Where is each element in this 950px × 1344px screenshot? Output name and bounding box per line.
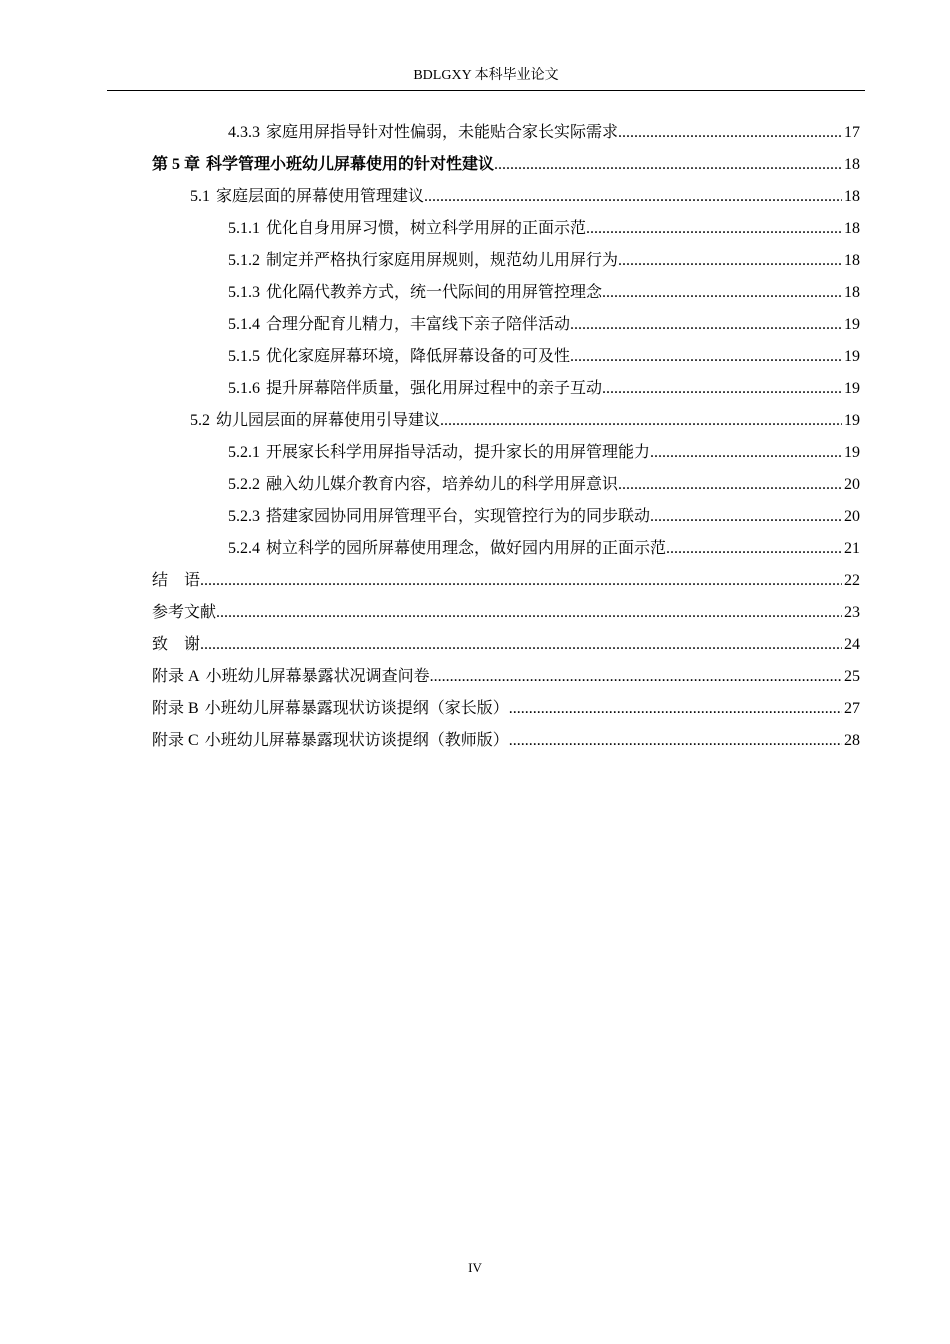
toc-entry[interactable] — [152, 596, 860, 624]
toc-entry[interactable] — [228, 308, 860, 336]
toc-entry-text — [228, 346, 570, 368]
toc-entry-text — [152, 730, 509, 752]
toc-entry-number: 5.2.1 — [228, 444, 260, 461]
toc-entry-number: 5.1.1 — [228, 220, 260, 237]
toc-entry-page: 22 — [844, 572, 860, 589]
toc-dot-leader — [650, 506, 842, 528]
toc-entry[interactable] — [190, 180, 860, 208]
toc-dot-leader — [602, 378, 842, 400]
toc-dot-leader — [570, 346, 842, 368]
toc-entry[interactable] — [152, 148, 860, 176]
toc-entry[interactable] — [190, 404, 860, 432]
running-header: BDLGXY 本科毕业论文 — [413, 68, 559, 83]
toc-dot-leader — [509, 730, 842, 752]
toc-entry-text — [152, 154, 494, 176]
toc-entry[interactable] — [152, 724, 860, 752]
toc-entry-text — [228, 538, 666, 560]
toc-entry[interactable] — [228, 244, 860, 272]
toc-entry-text — [152, 698, 509, 720]
toc-dot-leader — [602, 282, 842, 304]
toc-entry-number: 附录 C — [152, 732, 199, 749]
toc-entry-text — [152, 666, 430, 688]
toc-entry-text — [152, 570, 200, 592]
toc-entry-number: 5.1.3 — [228, 284, 260, 301]
toc-entry-number: 第 5 章 — [152, 156, 201, 173]
toc-entry-page: 18 — [844, 156, 860, 173]
toc-dot-leader — [216, 602, 842, 624]
toc-entry-number: 附录 A — [152, 668, 200, 685]
toc-entry-title: 家庭用屏指导针对性偏弱，未能贴合家长实际需求 — [266, 124, 619, 141]
toc-entry-number: 5.1.5 — [228, 348, 260, 365]
toc-entry-title: 搭建家园协同用屏管理平台，实现管控行为的同步联动 — [266, 508, 651, 525]
toc-entry-number: 5.1.2 — [228, 252, 260, 269]
toc-entry-page: 17 — [844, 124, 860, 141]
toc-entry-title: 致 谢 — [152, 636, 201, 653]
header-rule — [107, 90, 865, 91]
toc-entry-page: 19 — [844, 412, 860, 429]
toc-entry[interactable] — [228, 212, 860, 240]
toc-entry-page: 23 — [844, 604, 860, 621]
toc-entry-page: 20 — [844, 508, 860, 525]
toc-dot-leader — [666, 538, 842, 560]
toc-entry-page: 21 — [844, 540, 860, 557]
toc-dot-leader — [200, 570, 842, 592]
toc-entry-text — [228, 474, 618, 496]
toc-entry-title: 提升屏幕陪伴质量，强化用屏过程中的亲子互动 — [266, 380, 603, 397]
toc-entry[interactable] — [228, 116, 860, 144]
toc-entry-page: 28 — [844, 732, 860, 749]
toc-dot-leader — [440, 410, 842, 432]
toc-entry-number: 5.2.4 — [228, 540, 260, 557]
toc-entry-page: 19 — [844, 316, 860, 333]
toc-entry-page: 25 — [844, 668, 860, 685]
toc-entry-page: 24 — [844, 636, 860, 653]
toc-dot-leader — [586, 218, 842, 240]
toc-entry[interactable] — [228, 468, 860, 496]
toc-entry[interactable] — [152, 660, 860, 688]
toc-entry-title: 结 语 — [152, 572, 201, 589]
toc-entry-title: 树立科学的园所屏幕使用理念，做好园内用屏的正面示范 — [266, 540, 667, 557]
toc-entry-number: 5.1.6 — [228, 380, 260, 397]
toc-entry-text — [228, 218, 586, 240]
toc-entry-number: 5.1.4 — [228, 316, 260, 333]
toc-entry[interactable] — [152, 628, 860, 656]
toc-entry-page: 20 — [844, 476, 860, 493]
toc-entry-page: 27 — [844, 700, 860, 717]
toc-entry-title: 开展家长科学用屏指导活动，提升家长的用屏管理能力 — [266, 444, 651, 461]
toc-dot-leader — [200, 634, 842, 656]
toc-entry-page: 18 — [844, 220, 860, 237]
toc-entry[interactable] — [152, 564, 860, 592]
toc-dot-leader — [424, 186, 842, 208]
toc-entry-page: 18 — [844, 252, 860, 269]
toc-entry-number: 4.3.3 — [228, 124, 260, 141]
toc-entry-title: 合理分配育儿精力，丰富线下亲子陪伴活动 — [266, 316, 571, 333]
toc-entry-title: 小班幼儿屏幕暴露现状访谈提纲（家长版） — [204, 700, 509, 717]
toc-entry-text — [152, 602, 216, 624]
toc-entry-number: 附录 B — [152, 700, 199, 717]
toc-dot-leader — [509, 698, 842, 720]
toc-entry[interactable] — [228, 372, 860, 400]
toc-entry-title: 小班幼儿屏幕暴露现状访谈提纲（教师版） — [204, 732, 509, 749]
toc-entry-title: 家庭层面的屏幕使用管理建议 — [216, 188, 425, 205]
toc-entry-text — [228, 442, 650, 464]
toc-entry-number: 5.2.2 — [228, 476, 260, 493]
toc-entry-title: 优化家庭屏幕环境，降低屏幕设备的可及性 — [266, 348, 571, 365]
toc-entry-title: 科学管理小班幼儿屏幕使用的针对性建议 — [206, 156, 495, 173]
toc-entry-text — [190, 410, 440, 432]
toc-entry-text — [228, 314, 570, 336]
toc-dot-leader — [618, 474, 842, 496]
toc-entry-text — [228, 250, 618, 272]
toc-entry-text — [228, 122, 618, 144]
toc-entry-page: 19 — [844, 348, 860, 365]
toc-entry-page: 18 — [844, 284, 860, 301]
toc-entry-title: 幼儿园层面的屏幕使用引导建议 — [216, 412, 441, 429]
toc-dot-leader — [618, 122, 842, 144]
toc-dot-leader — [570, 314, 842, 336]
toc-entry-number: 5.2.3 — [228, 508, 260, 525]
toc-entry-title: 优化自身用屏习惯，树立科学用屏的正面示范 — [266, 220, 587, 237]
toc-entry-text — [228, 506, 650, 528]
toc-entry-page: 19 — [844, 380, 860, 397]
toc-entry[interactable] — [228, 276, 860, 304]
toc-entry-text — [228, 282, 602, 304]
toc-dot-leader — [430, 666, 842, 688]
toc-entry-title: 制定并严格执行家庭用屏规则，规范幼儿用屏行为 — [266, 252, 619, 269]
toc-entry-page: 19 — [844, 444, 860, 461]
toc-dot-leader — [618, 250, 842, 272]
toc-entry-number: 5.1 — [190, 188, 210, 205]
toc-entry[interactable] — [228, 532, 860, 560]
toc-entry-title: 小班幼儿屏幕暴露状况调查问卷 — [205, 668, 430, 685]
toc-entry-title: 参考文献 — [152, 604, 217, 621]
toc-entry[interactable] — [228, 340, 860, 368]
page-number: IV — [468, 1260, 482, 1275]
toc-dot-leader — [650, 442, 842, 464]
toc-entry-title: 优化隔代教养方式，统一代际间的用屏管控理念 — [266, 284, 603, 301]
toc-entry-text — [152, 634, 200, 656]
toc-entry[interactable] — [228, 436, 860, 464]
toc-entry[interactable] — [228, 500, 860, 528]
toc-dot-leader — [494, 154, 842, 176]
toc-entry-number: 5.2 — [190, 412, 210, 429]
toc-entry-text — [228, 378, 602, 400]
toc-entry[interactable] — [152, 692, 860, 720]
toc-entry-text — [190, 186, 424, 208]
toc-entry-page: 18 — [844, 188, 860, 205]
toc-entry-title: 融入幼儿媒介教育内容，培养幼儿的科学用屏意识 — [266, 476, 619, 493]
